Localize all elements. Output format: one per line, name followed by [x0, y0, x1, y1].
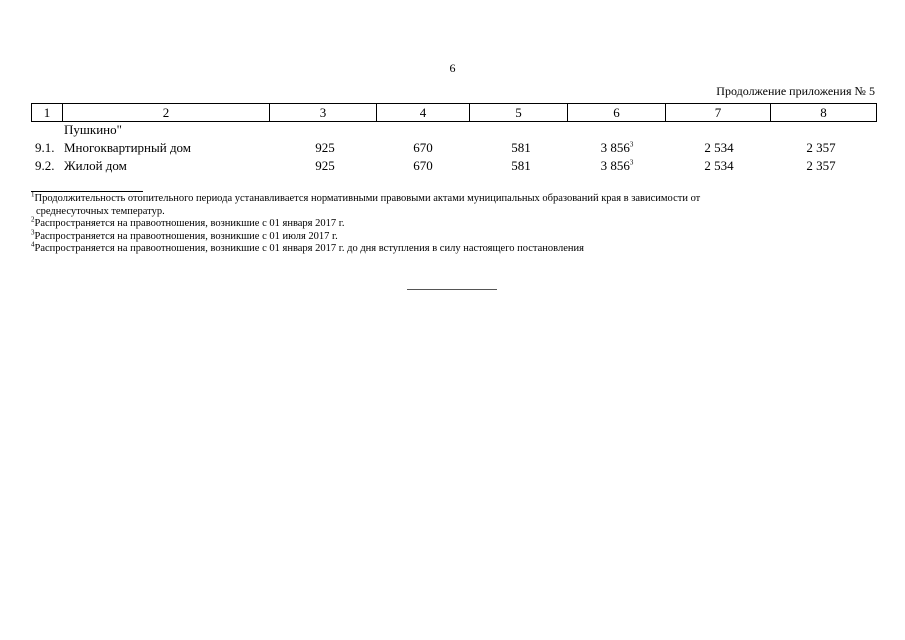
header-col-8: 8	[771, 104, 877, 122]
table-row	[31, 139, 876, 157]
footnote-text: Распространяется на правоотношения, возникшие с 01 июля 2017 г.	[34, 230, 338, 242]
header-col-4: 4	[377, 104, 470, 122]
header-col-7: 7	[666, 104, 771, 122]
table-row	[31, 157, 876, 175]
header-row	[32, 104, 877, 122]
table-body	[31, 121, 876, 175]
footnotes	[31, 190, 876, 256]
row-col-5: 581	[511, 158, 531, 173]
carryover-row	[31, 121, 876, 139]
row-col-8: 2 357	[806, 140, 836, 155]
end-separator	[407, 289, 497, 290]
footnote-text: Распространяется на правоотношения, возникшие с 01 января 2017 г.	[34, 218, 345, 229]
header-col-5: 5	[470, 104, 568, 122]
footnote-mark: 2	[31, 215, 35, 224]
row-col-6-footnote-mark: 3	[629, 140, 634, 149]
row-col-7: 2 534	[704, 158, 734, 173]
row-col-3: 925	[315, 140, 335, 155]
continuation-label: Продолжение приложения № 5	[716, 84, 875, 98]
row-col-5: 581	[511, 140, 531, 155]
header-col-2: 2	[63, 104, 270, 122]
footnote-mark: 3	[31, 228, 35, 236]
row-col-4: 670	[413, 158, 433, 173]
page-number: 6	[449, 61, 456, 75]
row-number: 9.1.	[35, 140, 55, 155]
row-name: Многоквартирный дом	[64, 140, 192, 155]
header-col-1: 1	[32, 104, 63, 122]
header-col-6: 6	[568, 104, 666, 122]
row-col-6	[587, 157, 647, 175]
row-col-4: 670	[413, 140, 433, 155]
row-col-3: 925	[315, 158, 335, 173]
row-col-6	[587, 139, 647, 157]
header-col-3: 3	[270, 104, 377, 122]
row-col-7: 2 534	[704, 140, 734, 155]
footnote-2	[31, 215, 876, 231]
footnote-text: Продолжительность отопительного периода устанавливается нормативными правовыми актами муниципальных образований края в зависимости от	[34, 193, 701, 204]
row-col-8: 2 357	[806, 158, 836, 173]
row-name: Жилой дом	[64, 158, 127, 173]
row-col-6-value: 3 856	[600, 158, 630, 173]
footnote-3	[31, 228, 876, 244]
footnote-mark: 1	[31, 190, 35, 199]
carryover-text: Пушкино"	[64, 122, 122, 137]
footnote-1	[31, 190, 876, 206]
row-number: 9.2.	[35, 158, 55, 173]
footnote-4	[31, 240, 876, 256]
footnote-text: Распространяется на правоотношения, возникшие с 01 января 2017 г. до дня вступления в силу настоящего постановления	[34, 243, 584, 254]
footnote-separator	[31, 191, 143, 192]
column-header-table	[31, 103, 877, 122]
row-col-6-footnote-mark: 3	[629, 158, 634, 167]
footnote-1-continuation: среднесуточных температур.	[36, 205, 165, 217]
row-col-6-value: 3 856	[600, 140, 630, 155]
footnote-mark: 4	[31, 240, 35, 249]
